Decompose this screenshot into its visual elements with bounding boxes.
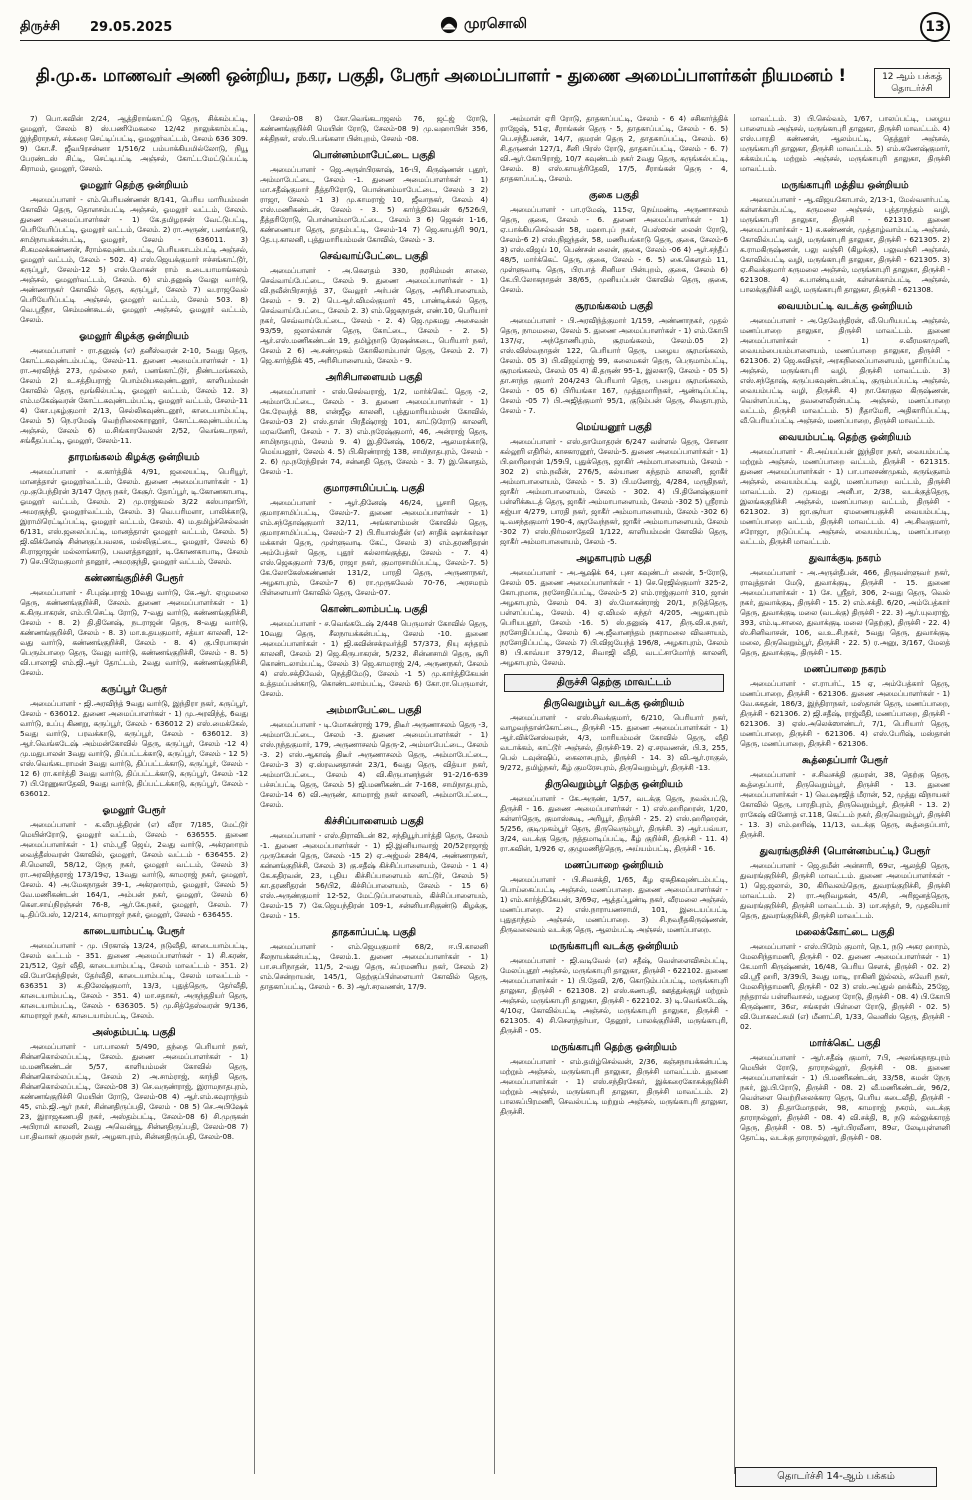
appointment-text: அமைப்பாளர் - அ.தேவேந்திரன், வீ.பெரியபட்டி அஞ்சல், மணப்பாறை தாலுகா, திருச்சி மாவட்டம். துணை அமைப்பாளர்கள் - 1) ச.வீரமகாமுனி, வையம்பையம்பாளையம், மணப்பாறை தாலுகா, திருச்சி - 621306. 2) ஜெ.கவிஞர், அரசுநிலைப்பாளையம், பூசாரிப்பட்டி அஞ்சல், மருங்காபுரி வழி, திருச்சி மாவட்டம். 3) எஸ்.சந்தோஷ், கருப்பகவுண்டன்பட்டி, குரும்பப்பட்டி அஞ்சல், வையம்பட்டி வழி, திருச்சி. 4) நா.கோகுல கிருஷ்ணன், வெள்ளப்பட்டி, தவளைவீரன்பட்டி அஞ்சல், மணப்பாறை வட்டம், திருச்சி மாவட்டம். 5) நீதாமேரி, அதிகாரிப்பட்டி, வீ.பெரியப்பட்டி அஞ்சல், மணப்பாறை, திருச்சி மாவட்டம். [740, 316, 950, 425]
appointment-text: அமைப்பாளர் - எஸ்.பிரேம் குமார், நெ.1, நடு அகர ஹாரம், மேலசிந்தாமணி, திருச்சி - 02. துணை அமைப்பாளர்கள் - 1) கே.மாரி கிருஷ்ணன், 16/48, பெரிய சௌக், திருச்சி - 02. 2) வி.ஸ்ரீ ஹரி, 3/39பி, 3வது மாடி, ராகினி இல்லம், சுவேரி நகர், மேலசிந்தாமணி, திருச்சி - 02 3) எஸ்.அப்துல் ஹக்கீம், 25ஜே, நந்தராவ் பள்ளிவாசல், மதுரை ரோடு, திருச்சி - 08. 4) பி.கோபி கிருஷ்ணா, 36எ, சங்கரன் பிள்ளை ரோடு, திருச்சி - 02. 5) வி.யோகலட்சுமி (எ) மீனாட்சி, 1/33, வெனிஸ் தெரு, திருச்சி - 02. [740, 942, 950, 1031]
column-4 [740, 114, 950, 1474]
section-title: மலைக்கோட்டை பகுதி [795, 927, 895, 938]
section-title: திருவெறும்பூர் தெற்கு ஒன்றியம் [545, 779, 683, 790]
appointment-text: அமைப்பாளர் - ஜெ.தமீன் அன்சாரி, 69எ, ஆலத்தி தெரு, துவரங்குறிச்சி, திருச்சி மாவட்டம். துணை அமைப்பாளர்கள் - 1) ஜெ.ஜலால், 30, கிரிவலம்தெரு, துவரங்குறிச்சி, திருச்சி மாவட்டம். 2) ரா.அறிவழகன், 45/சி, அரிஜனத்தெரு, துவரங்குறிச்சி, திருச்சி மாவட்டம். 3) மா.சுந்தர், 9, முதலியார் தெரு, துவரங்குறிச்சி, திருச்சி மாவட்டம். [740, 861, 950, 920]
appointment-text: அமைப்பாளர் - எம்.தமிழ்செல்வன், 2/36, கஞ்சநாயக்கன்பட்டி மற்றும் அஞ்சல், மருங்காபுரி தாலுகா, திருச்சி மாவட்டம். துணை அமைப்பாளர்கள் - 1) எஸ்.சந்திரசேகர், இக்கரைகோசுக்குறிச்சி மற்றும் அஞ்சல், மருங்காபுரி தாலுகா, திருச்சி மாவட்டம். 2) பாலசுப்பிரமணி, செவல்பட்டி மற்றும் அஞ்சல், மருங்காபுரி தாலுகா, திருச்சி. [500, 1057, 728, 1116]
appointment-text: அமைப்பாளர் - ஜி.அரவிந்த் 9வது வார்டு, இந்திரா நகர், கருப்பூர், சேலம் - 636012. துணை அமைப்பாளர்கள் - 1) மு.அரவிந்த், 6வது வார்டு, உப்பு கிணறு, கருப்பூர், சேலம் - 636012 2) எஸ்.மைக்கேல், 5வது வார்டு, பரவக்காடு, கருப்பூர், சேலம் - 636012. 3) ஆர்.வெங்கடேஷ் அம்மன்கோவில் தெரு, கருப்பூர், சேலம் -12 4) மு.மதுபாலன் 3வது வார்டு, திப்பட்டக்காடு, கருப்பூர், சேலம் - 12 5) எஸ்.வெங்கடராமன் 3வது வார்டு, திப்பட்டக்காடு, கருப்பூர், சேலம் - 12 6) ரா.கார்த்தி 3வது வார்டு, திப்பட்டக்காடு, கருப்பூர், சேலம் -12 7) பி.ரேணுகாதேவி, 9வது வார்டு, திப்பட்டக்காடு, கருப்பூர், சேலம் - 636012. [20, 699, 248, 798]
appointment-text: அமைப்பாளர் - பா.ரமேஷ், 115ஏ, நெய்மண்டி அருணாசலம் தெரு, குகை, சேலம் - 6. துணை அமைப்பாளர்கள் - 1) ஏ.பாக்கியசெல்வன் 58, மஹாபுப் நகர், பெஸ்ஸன் லைன் ரோடு, சேலம்-6 2) எஸ்.நிஜந்தன், 58, மணியங்காடு தெரு, குகை, சேலம்-6 3) எஸ்.விஜய் 10, பெண்சன் லைன், குகை, சேலம் -06 4) ஆர்.சந்தீப் 48/5, மார்க்கெட் தெரு, குகை, சேலம் - 6. 5) கை.கௌதம் 11, முள்ளுவாடி தெரு, பிரபாத் சினிமா பின்புறம், குகை, சேலம் 6) கே.பி.லோகநாதன் 38/65, முனியப்பன் கோவில் தெரு, குகை, சேலம். [500, 205, 728, 294]
section-title: தாதகாப்பட்டி பகுதி [331, 927, 417, 938]
appointment-text: அமைப்பாளர் - எஸ்.செல்வராஜ், 1/2, மார்க்கெட் தெரு -2, அம்மாபேட்டை, சேலம் - 3. துணை அமைப்பாளர்கள் - 1) கே.ரேவந்த் 88, என்ஜீஓ காலனி, புத்துமாரியம்மன் கோவில், சேலம்-03 2) எஸ்.தாள் பிரதீஷ்ராஜ் 101, காட்டுரோடு காலனி, மரவனேரி, சேலம் - 7. 3) எம்.நரேஷ்குமார், 46, அன்ராஜ் தெரு, சாமிநாதபுரம், சேலம் 9. 4) இ.தினேஷ், 106/2, ஆலமரக்காடு, மெய்யனூர், சேலம் 4. 5) பி.கிரண்ராஜ் 138, சாமிநாதபுரம், சேலம் - 2. 6) மு.நரேந்திரன் 74, சன்னதி தெரு, சேலம் - 3. 7) இ.கௌதம், சேலம் -1. [260, 387, 488, 476]
headline-box [20, 62, 950, 108]
section-title: கண்ணங்குறிச்சி பேரூர் [84, 573, 184, 584]
appointment-text: அமைப்பாளர் - சி.அய்யப்பன் இந்திரா நகர், வையம்பட்டி மற்றும் அஞ்சல், மணப்பாறை வட்டம், திருச்சி - 621315. துணை அமைப்பாளர்கள் - 1) பா.பாலசண்முகம், கருங்குளம் அஞ்சல், வையம்பட்டி வழி, மணப்பாறை வட்டம், திருச்சி மாவட்டம். 2) முகமது அனீபா, 2/38, வடக்குத்தெரு, இலங்ககுறிச்சி அஞ்சல், மணப்பாறை வட்டம், திருச்சி - 621302. 3) ஜா.சூர்யா ஏமணையகுச்சி வையம்பட்டி, மணப்பாறை வட்டம், திருச்சி மாவட்டம். 4) அ.சிவகுமார், சரோஜா, நடுப்பட்டி அஞ்சல், வையம்பட்டி, மணப்பாறை வட்டம், திருச்சி மாவட்டம். [740, 447, 950, 546]
appointment-text: அமைப்பாளர் - டி.மோகன்ராஜ் 179, திடீர் அருணாசலம் தெரு -3, அம்மாபேட்டை, சேலம் -3. துணை அமைப்பாளர்கள் - 1) எஸ்.நந்தகுமார், 179, அருணாசலம் தெரு-2, அம்மாபேட்டை, சேலம் -3. 2) எஸ்.ஆகாஷ் திடீர் அருணாசலம் தெரு, அம்மாபேட்டை, சேலம்-3 3) ஏ.ஸ்ரவனதாசன் 23/1, 6வது தெரு, வித்யா நகர், அம்மாபேட்டை, சேலம் 4) வி.கிருபானந்தன் 91-2/16-639 பச்சப்பட்டி தெரு, சேலம் 5) ஜி.மணிகண்டன் 7-168, சாமிநாதபுரம், சேலம்-14 6) வி.அருண், காமராஜ் நகர் காலனி, அம்மாபேட்டை, சேலம். [260, 720, 488, 809]
sunrise-logo-icon [440, 16, 458, 34]
section-title: ஓமலூர் கிழக்கு ஒன்றியம் [79, 331, 189, 342]
masthead [20, 14, 950, 41]
section-title: செவ்வாய்பேட்டை பகுதி [319, 251, 429, 262]
appointment-text: அமைப்பாளர் - ச.சிவசக்தி குமரன், 38, தெற்கு தெரு, கூத்தைப்பார், திருவெறும்பூர், திருச்சி - 13. துணை அமைப்பாளர்கள் - 1) வெ.ஷாஜித் மீரான், 52, முத்து விநாயகர் கோவில் தெரு, பாரதிபுரம், திருவெறும்பூர், திருச்சி - 13. 2) ராகேஷ் வினோத் எ.118, கெட்டம் நகர், திருவெறும்பூர், திருச்சி - 13. 3) எம்.ஹரிஷ், 11/13, வடக்கு தெரு, கூத்தைப்பார், திருச்சி. [740, 770, 950, 839]
section-title: திருவெறும்பூர் வடக்கு ஒன்றியம் [543, 698, 685, 709]
column-divider [254, 114, 255, 1474]
appointment-text: அமைப்பாளர் - ஆர்.தினேஷ் 46/24, பூசாரி தெரு, குமாரசாமிப்பட்டி, சேலம்-7. துணை அமைப்பாளர்கள் - 1) எம்.சந்தோஷ்குமார் 32/11, அங்காளம்மன் கோவில் தெரு, குமாரசாமிப்பட்டி, சேலம்-7 2) பி.ரியாஸ்தீன் (எ) சாதிக் ஷாக்கர்ஷா மக்கான் தெரு, முள்ளுவாடி கேட், சேலம் 3) எம்.தரணிதரன் அம்பேத்கர் தெரு, புதூர் கல்லாங்குத்து, சேலம் - 7. 4) எஸ்.ஜெசுகுமார் 73/6, ராஜா நகர், குமாரசாமிப்பட்டி, சேலம்-7. 5) கே.லோகேஸ்கண்ணன் 131/2, பாரதி தெரு, அருணாநகர், அழகாபுரம், சேலம்-7 6) ரா.முருகவேல் 70-76, அரசமரம் பிள்ளையார் கோவில் தெரு, சேலம்-07. [260, 498, 488, 597]
column-1 [20, 114, 248, 1474]
appointment-text: அமைப்பாளர் - எஸ்.சிவக்குமார், 6/210, பெரியார் நகர், வாழவந்தான்கோட்டை, திருச்சி -15. துணை அமைப்பாளர்கள் - 1) ஆர்.விக்னேஸ்வரன், 4/3, மாரியம்மன் கோவில் தெரு, வீதி வடாக்கம், காட்டூர் அஞ்சல், திருச்சி-19. 2) ஏ.சரவணன், பி.3, 255, பெல் டவுன்ஷிப், கைலாசபுரம், திருச்சி - 14. 3) வி.ஆர்.ராகுல், 9/272, தமிழ்நகர், கீழ் குமரேசபுரம், திருவெறும்பூர், திருச்சி -13. [500, 713, 728, 772]
section-title: அழகாபுரம் பகுதி [576, 553, 652, 564]
section-title: குமாரசாமிப்பட்டி பகுதி [323, 483, 425, 494]
masthead-paper [440, 16, 527, 34]
appointment-text: அமைப்பாளர் - எ.ராபர்ட், 15 ஏ, அம்பேத்கார் தெரு, மணப்பாறை, திருச்சி - 621306. துணை அமைப்பாளர்கள் - 1) வே.சுகதன், 186/3, இந்திராநகர், மஸ்தான் தெரு, மணப்பாறை, திருச்சி - 621306. 2) ஜி.சதீஷ், ராஜ்வீதி, மணப்பாறை, திருச்சி - 621306. 3) ஏஸ்.அலெக்ஸாண்டர், 7/1, பெரியார் தெரு, மணப்பாறை, திருச்சி - 621306. 4) எஸ்.பேரிஷ், மஸ்தான் தெரு, மணப்பாறை, திருச்சி - 621306. [740, 679, 950, 748]
masthead-date: 29.05.2025 [90, 19, 173, 35]
page-number: 13 [920, 12, 950, 42]
section-title: வையம்பட்டி தெற்கு ஒன்றியம் [778, 432, 912, 443]
section-title: மருங்காபுரி வடக்கு ஒன்றியம் [549, 941, 679, 952]
column-2 [260, 114, 488, 1474]
appointment-text: அமைப்பாளர் - எஸ்.தாமோதரன் 6/247 வள்ளல் தெரு, சோனா கல்லூரி எதிரில், காசகாரனூர், சேலம்-5. துணை அமைப்பாளர்கள் - 1) பி.ஹரிஹரன் 1/59பி, புதுக்தெரு, ஜாகிர் அம்மாபாளையம், சேலம் - 302 2) எம்.நவீன், 276/5, கல்யாண சுந்தரம் காலனி, ஜாகீர் அம்மாபாளையம், சேலம் - 5. 3) பி.மனோஜ், 4/284, மருதிநகர், ஜாகீர் அம்மாபாளையம், சேலம் - 302. 4) பி.தினேஷ்குமார் பள்ளிக்கூடத் தெரு, ஜாகீர் அம்மாபாளையம், சேலம் -302 5) ஸ்ரீராம் சுஜ்யா 4/279, பாரதி நகர், ஜாகீர் அம்மாபாளையம், சேலம் -302 6) டி.வசந்தகுமார் 190-4, சூரவேந்நகர், ஜாகீர் அம்மாபாளையம், சேலம் -302 7) எஸ்.நிர்மலாதேவி 1/122, காளியம்மன் கோவில் தெரு, ஜாகீர் அம்மாபாளையம், சேலம் -5. [500, 437, 728, 546]
section-title: மருங்காபுரி தெற்கு ஒன்றியம் [551, 1042, 677, 1053]
appointment-text: சேலம்-08 8) கோ.வெங்கடாஜலம் 76, ஜட்ஜ் ரோடு, கண்ணங்குறிச்சி மெயின் ரோடு, சேலம்-08 9) மு.வஹாபின் 356, சக்திநகர், எஸ்.பி.பங்களா பின்புறம், சேலம் -08. [260, 114, 488, 143]
section-title: குகை பகுதி [588, 190, 639, 201]
section-title: துவாக்குடி நகரம் [808, 553, 882, 564]
column-3 [500, 114, 728, 1474]
section-title: கூத்தைப்பார் பேரூர் [802, 755, 888, 766]
appointment-text: அமைப்பாளர் - அ.ஆஷிக் 64, புசா கவுண்டர் லைன், 5-ரோடு, சேலம் 05. துணை அமைப்பாளர்கள் - 1) செ.ரெஜில்குமார் 325-2, கோபுரமாசு, நரசோதிப்பட்டி, சேலம்-5 2) எம்.ராஜ்குமார் 310, ஜான் அழகாபுரம், சேலம் 04. 3) ஸ்.மோகன்ராஜ் 20/1, நடுத்தெரு, பள்ளப்பட்டி, சேலம். 4) ஏ.விமல் சுந்தர் 4/205, அழகாபுரம் பெரியபுதூர், சேலம் -16. 5) ஸ்.தனுஷ் 417, திரு.வி.க.நகர், நரசோதிப்பட்டி, சேலம் 6) அ.ஜீவானந்தம் நகராமலை விவசாயம், நரசோதிப்பட்டி, சேலம் 7) பி.விஜயேந்த் 196/8, அழகாபுரம், சேலம் 8) பி.காவ்யா 379/12, சிவாஜி வீதி, வடட்சாமோர்ந் காலனி, அழகாபுரம், சேலம். [500, 568, 728, 667]
appointment-text: அமைப்பாளர் - ச.வெங்கடேஷ் 2/448 பெருமாள் கோவில் தெரு, 10வது தெரு, சீலநாயக்கன்பட்டி, சேலம் -10. துணை அமைப்பாளர்கள் - 1) ஜி.கவின்சக்ரவர்த்தி 57/373, நியு சுந்தரம் காலனி, சேலம் 2) ஜெ.கிருபாகரன், 5/232, சின்னசாமி தெரு, சூரி கொண்டலாம்பட்டி, சேலம் 3) ஜெ.காமராஜ் 2/4, அருணநகர், சேலம் 4) எஸ்.சக்திவேல், நெத்திமேடு, சேலம் -1 5) மு.கார்த்திகேயன் உத்தமப்பன்காடு, கொண்டலாம்பட்டி, சேலம் 6) கோ.ரா.பெருமாள், சேலம். [260, 619, 488, 698]
masthead-city: திருச்சி [20, 19, 61, 34]
headline: தி.மு.க. மாணவர் அணி ஒன்றிய, நகர, பகுதி, பேரூர் அமைப்பாளர் - துணை அமைப்பாளர்கள் நியமனம் ! [36, 66, 846, 86]
section-title: ஓமலூர் தெற்கு ஒன்றியம் [79, 180, 189, 191]
section-title: தாரமங்கலம் கிழக்கு ஒன்றியம் [68, 452, 200, 463]
appointment-text: அமைப்பாளர் - க.கார்த்திக் 4/91, ஜலையட்டி, பெரியூர், மானத்தாள் ஓமலூர்வட்டம், சேலம். துணை அமைப்பாளர்கள் - 1) மு.குபேந்திரன் 3/147 நேரு நகர், கேசூர். தோப்பூர், டி.கோணகாபாடி, ஓமலூர் வட்டம், சேலம். 2) மு.ராஜ்கமல் 3/22 கஸ்பாஹூர், அமரகுந்தி, ஓமலூர்வட்டம், சேலம். 3) வெ.பரிமளா, பாலிக்காடு, இராமிரெட்டிப்பட்டி, ஓமலூர் வட்டம், சேலம். 4) ம.தமிழ்ச்செல்வன் 6/131, எஸ்.ஜலைப்பட்டி, மானத்தாள் ஓமலூர் வட்டம், சேலம். 5) ஜி.விக்னேஷ் சின்னகுப்பவலசு, மல்லிகுட்டை, ஓமலூர், சேலம் 6) சி.ராஜாஜன் மல்லாங்காடு, பவளத்தானூர், டி.கோணகாபாடி, சேலம் 7) செ.பிரேமகுமார் தானூர், அமரகுந்தி, ஓமலூர் வட்டம், சேலம். [20, 467, 248, 566]
section-title: மணப்பாறை ஒன்றியம் [564, 860, 664, 871]
continued-from-line1: 12 ஆம் பக்கத் [882, 72, 942, 82]
column-divider [734, 114, 735, 1474]
appointment-text: அமைப்பாளர் - அ.அருள்தீபன், 466, திருவள்ளுவர் நகர், ராவுத்தான் மேடு, துவாக்குடி, திருச்சி - 15. துணை அமைப்பாளர்கள் - 1) சே. ஸ்ரீதர், 306, 2-வது தெரு, வெல் நகர், துவாக்குடி, திருச்சி - 15. 2) எம்.சக்தி. 6/20, அம்பேத்கார் தெரு, துவாக்குடி மலை (வடக்கு) திருச்சி - 22. 3) ஆர்.யுவராஜ், 393, எம்.டி.சாலை, துவாக்குடி மலை (தெற்கு), திருச்சி - 22. 4) ஸ்.சினிவாசன், 106, வ.உ.சி.நகர், 5வது தெரு, துவாக்குடி மலை, திருவெறும்பூர், திருச்சி - 22. 5) ர.அனு, 3/167, மேலத் தெரு, துவாக்குடி, திருச்சி - 15. [740, 568, 950, 657]
section-title: பொன்னம்மாபேட்டை பகுதி [312, 150, 436, 161]
section-title: அம்மாபேட்டை பகுதி [326, 705, 422, 716]
appointment-text: அமைப்பாளர் - எம்.ஜெயகுமார் 68/2, ஈ.பி.காலனி சீலநாயக்கன்பட்டி, சேலம்.1. துணை அமைப்பாளர்கள் - 1) பா.சபரிநாதன், 11/5, 2-வது தெரு, சுப்ரமணிய நகர், சேலம் 2) எம்.சென்றாயன், 145/1, தெற்குப்பிள்ளையார் கோவில் தெரு, தாதகாப்பட்டி, சேலம் - 6. 3) ஆர்.சரவணன், 17/9. [260, 942, 488, 991]
district-section-header: திருச்சி தெற்கு மாவட்டம் [504, 674, 724, 692]
appointment-text: அமைப்பாளர் - எம்.பெரியண்ணன் 8/141, பெரிய மாரியம்மன் கோவில் தெரு, தொளசம்பட்டி அஞ்சல், ஓமலூர் வட்டம், சேலம். துணை அமைப்பாளர்கள் - 1) கே.தமிழரசன் வேட்டுபட்டி, பெரியேரிப்பட்டி, ஓமலூர் வட்டம், சேலம். 2) ரா.அருண், பனங்காடு, சாமிநாயக்கன்பட்டி, ஓமலூர், சேலம் - 636011. 3) சி.கமலக்கண்ணன், சீராம்கவுண்டம்பட்டி, பெரியகாடம்பட்டி அஞ்சல், ஓமலூர் வட்டம், சேலம் - 502. 4) எஸ்.ஜெயக்குமார் ஈச்சங்காட்டூர், கருப்பூர், சேலம்-12 5) எஸ்.மோகன் ராம் உடையாமாங்கலம் அஞ்சல், ஓமலூர்வட்டம், சேலம். 6) எம்.தனுஷ் வேலு வார்டு, அண்ணாநகர் கோவில் தெரு, கருப்பூர், சேலம் 7) வ.ராஜவேல் பெரியேரிப்பட்டி அஞ்சல், ஓமலூர் வட்டம், சேலம் 503. 8) வெ.ஸ்ரீநா, செம்மண்கூடல், ஓமலூர் அஞ்சல், ஓமலூர் வட்டம், சேலம். [20, 195, 248, 324]
appointment-text: அமைப்பாளர் - மு. பிரகாஷ் 13/24, நடுவீதி, காடையாம்பட்டி, சேலம் வட்டம் - 351. துணை அமைப்பாளர்கள் - 1) சி.கரண், 21/512, தேர் வீதி, காடையாம்பட்டி, சேலம் மாவட்டம் - 351. 2) வி.யோகேந்திரன், தேர்வீதி, காடையாம்பட்டி, சேலம் மாவட்டம் - 636351 3) சு.திலேஷ்குமார், 13/3, புதுத்தெரு, தேர்வீதி, காடையாம்பட்டி, சேலம் - 351. 4) மா.சதாகர், அருந்ததியர் தெரு, காடையாம்பட்டி, சேலம் - 636305. 5) மு.சித்தேஸ்வரன் 9/136, காமராஜர் நகர், காடையாம்பட்டி, சேலம். [20, 941, 248, 1020]
appointment-text: அமைப்பாளர் - பி.சிவசக்தி, 1/65, கீழ ஏகதிகவுண்டம்பட்டி, பொய்கைப்பட்டி அஞ்சல், மணப்பாறை. துணை அமைப்பாளர்கள் - 1) எம்.கார்த்திகேயன், 3/69ஏ, ஆத்தப்பூண்டி நகர், வீரமலை அஞ்சல், மணப்பாறை. 2) எஸ்.நாராயணசாமி, 101, இடையப்பட்டி புதுதாந்தம் அஞ்சல், மணப்பாறை. 3) சி.நவநீதகிருஷ்ணன், திருவலைவம் வடக்கு தெரு, ஆலம்பட்டி அஞ்சல், மணப்பாறை. [500, 875, 728, 934]
section-title: அஸ்தம்பட்டி பகுதி [92, 1027, 176, 1038]
section-title: காடையாம்பட்டி பேரூர் [83, 926, 185, 937]
section-title: மார்க்கெட் பகுதி [809, 1038, 881, 1049]
section-title: ஓமலூர் பேரூர் [102, 805, 166, 816]
appointment-text: அமைப்பாளர் - எஸ்.திராவிடன் 82, சந்தியூர்பார்த்தி தெரு, சேலம் -1. துணை அமைப்பாளர்கள் - 1) ஜி.இனியாவாஜ் 20/52ராஜாஜ் முருகேசன் தெரு, சேலம் -15 2) ஏ.அஜ்மல் 284/4, அண்ணாநகர், கன்னங்குறிச்சி, சேலம் 3) கு.சதீஷ் கிச்சிப்பாளையம், சேலம் - 1 4) கே.கதிரவன், 23, புதிய கிச்சிப்பாளையம் காட்டூர், சேலம் 5) கா.தரணிதரன் 56/பி2, கிச்சிப்பாளையம், சேலம் - 15 6) எஸ்.அருண்குமார் 12-52, மேட்டுப்பாளையம், கிச்சிப்பாளையம், சேலம்-15 7) கே.ஜெயந்திரன் 109-1, சன்னியாசிகுண்டு கிழக்கு, சேலம் - 15. [260, 831, 488, 920]
appointment-text: அமைப்பாளர் - ரா.தனுஷ் (எ) தனீஸ்வரன் 2-10, 5வது தெரு, கோட்டகவுண்டம்பட்டி, சேலம்-11. துணை அமைப்பாளர்கள் - 1) ரா.அரவிந்த் 273, முல்லை நகர், பனங்காட்டூர், திண்டமங்கலம், சேலம் 2) உ.சத்தியராஜ் பொம்மியகவுண்டனூர், காளியம்மன் கோவில் தெரு, மூங்கில்பட்டி, ஓமலூர் வட்டம், சேலம் 12. 3) எம்.மகேஷ்வரன் கோட்டகவுண்டம்பட்டி, ஓமலூர் வட்டம், சேலம்-11 4) கோ.புகழ்குமார் 2/13, செல்லிகவுண்டனூர், காடையாம்பட்டி, சேலம் 5) நெ.ரமேஷ் வெற்றிலைகாரனூர், கோட்டகவுண்டம்பட்டி அஞ்சல், சேலம் 6) ம.சிங்காரவேலன் 2/52, வெங்கடாநகர், சங்கீதப்பட்டி, ஓமலூர், சேலம்-11. [20, 346, 248, 445]
appointment-text: அமைப்பாளர் - பி.அரவிந்த்குமார் 1/159, அண்ணாநகர், முதல் தெரு, நாமமலை, சேலம் 5. துணை அமைப்பாளர்கள் - 1) எம்.கோபி 137/ஏ, அந்தோணிபுரம், சூரமங்கலம், சேலம்.05 2) எஸ்.விஸ்வநாதன் 122, பெரியார் தெரு, பழைய சூரமங்கலம், சேலம். 05 3) பி.விஜய்ராஜ் 99, கலைமகள் தெரு, பெருமாம்பட்டி, சூரமங்கலம், சேலம் 05 4) கி.தருண் 95-1, இலகாடு, சேலம் - 05 5) தா.சாந்த குமார் 204/243 பெரியார் தெரு, பழைய சூரமங்கலம், சேலம் - 05 6) பிரியங்கா 167, முத்துமாரிநகர், ஆண்டிப்பட்டி, சேலம் -05 7) பி.அஜித்குமார் 95/1, குடும்பன் தெரு, சிவதாபுரம், சேலம் - 7. [500, 316, 728, 415]
section-title: அரிசிபாளையம் பகுதி [325, 372, 423, 383]
appointment-text: அமைப்பாளர் - ஜெ.அருள்பிரகாஷ், 16-பி, கிருஷ்ணன் புதூர், அம்மாபேட்டை, சேலம் -1. துணை அமைப்பாளர்கள் - 1) மா.சதீஷ்குமார் தீத்தரிரோடு, பொன்னம்மாபேட்டை, சேலம் 3 2) ராஜா, சேலம் -1 3) மு.காமராஜ் 10, ஜீவாநகர், சேலம் 4) எஸ்.மணிகண்டன், சேலம் - 3. 5) கார்த்திகேயன் 6/526பி, தீத்தரிரோடு, பொன்னம்மாபேட்டை, சேலம் 3 6) ஜெகன் 1-16, கண்ணையா தெரு, தாதம்பட்டி, சேலம்-14 7) ஜெ.காயத்ரி 90/1, தே.பு.காலனி, புத்துமாரியம்மன் கோவில், சேலம் - 3. [260, 165, 488, 244]
section-title: சூரமங்கலம் பகுதி [574, 301, 654, 312]
masthead-paper-name: முரசொலி [464, 16, 527, 32]
appointment-text: அமைப்பாளர் - அ.கௌதம் 330, நரசிம்மன் சாலை, செவ்வாய்பேட்டை, சேலம் 9. துணை அமைப்பாளர்கள் - 1) வி.நவீன்பிரசாந்த் 37, வேலூர் அர்பன் தெரு, அரிசிபாளையம், சேலம் - 9. 2) பெ.ஆர்.விமல்குமார் 45, பாண்டிக்கல் தெரு, செவ்வாய்பேட்டை, சேலம் 2. 3) எம்.ஜெகநாதன், எண்.10, பெரியார் நகர், செவ்வாய்பேட்டை, சேலம் - 2. 4) ஜெ.முகமது அசைவன் 93/59, ஜலால்கான் தெரு, கோட்டை, சேலம் - 2. 5) ஆர்.எஸ்.மணிகண்டன் 19, தமிழ்நாடு ரேஷன்கடை, பெரியார் நகர், சேலம் 2 6) அ.சண்முகம் கோகிலாம்பாள் தெரு, சேலம் 2. 7) ஜெ.கார்த்திக் 45, அரிசிபாளையம், சேலம் - 9. [260, 266, 488, 365]
appointment-text: அமைப்பாளர் - ஆ.விஜயகோபால், 2/13-1, மேல்வளர்பட்டி கள்ளக்காம்பட்டி, கருமலை அஞ்சல், புத்தாநத்தம் வழி, மருங்காபுரி தாலுகா, திருச்சி - 621310. துணை அமைப்பாளர்கள் - 1) சு.கண்ணன், முத்தாழ்வாம்பட்டி அஞ்சல், கோவில்பட்டி வழி, மருங்காபுரி தாலுகா, திருச்சி - 621305. 2) க.ராமகிருஷ்ணன், பலு வஞ்சி (கிழக்கு), பலுவஞ்சி அஞ்சல், கோவில்பட்டி வழி, மருங்காபுரி தாலுகா, திருச்சி - 621305. 3) ஏ.சிவக்குமார் கருமலை அஞ்சல், மருங்காபுரி தாலுகா, திருச்சி - 621308. 4) சு.பாண்டியன், கள்ளக்காம்பட்டி அஞ்சல், பாலக்குறிச்சி வழி, மருங்காபுரி தாலுகா, திருச்சி - 621308. [740, 195, 950, 294]
section-title: வையம்பட்டி வடக்கு ஒன்றியம் [777, 301, 913, 312]
section-title: மருங்காபுரி மத்திய ஒன்றியம் [781, 180, 909, 191]
appointment-text: அமைப்பாளர் - க.வீரபத்திரன் (எ) வீரா 7/185, மேட்டூர் மெயின்ரோடு, ஓமலூர் வட்டம், சேலம் - 636555. துணை அமைப்பாளர்கள் - 1) எம்.ஸ்ரீ ஜெய், 2வது வார்டு, அக்ரஹாரம் வைத்தீஸ்வரன் கோவில், ஓமலூர், சேலம் வட்டம் - 636455. 2) சி.மெளலி, 58/12, நேரு நகர், ஓமலூர் வட்டம், சேலம் 3) ரா.அரவிந்தராஜ் 173/19ஏ, 13வது வார்டு, காமராஜ் நகர், ஓமலூர், சேலம். 4) அ.மேகநாதன் 39-1, அக்ரஹாரம், ஓமலூர், சேலம் 5) வே.மணிகண்டன் 164/1, அம்பன் நகர், ஓமலூர், சேலம் 6) கௌ.சாய்நிரஞ்சன் 76-8, ஆர்.கே.நகர், ஓமலூர், சேலம். 7) டி.திப்பேஸ், 12/214, காமராஜர் நகர், ஓமலூர், சேலம் - 636455. [20, 820, 248, 919]
appointment-text: அமைப்பாளர் - கே.அருண், 1/57, வடக்கு தெரு, நவல்பட்டு, திருச்சி - 16. துணை அமைப்பாளர்கள் - 1) எஸ்.ஹரிஹரன், 1/20, கள்ளர்தெரு, குமாஸ்கூடி, அரியூர், திருச்சி - 25. 2) எஸ்.ஹரிஹரன், 5/256, குடிமுகம்பூர் தெரு, திருவெரும்பூர், திருச்சி. 3) ஆர்.பவ்யா, 3/24, வடக்கு தெரு, நத்தமாடிப்பட்டி, கீழ் குறிச்சி, திருச்சி - 11. 4) ரா.கவின், 1/926 ஏ, குழுமணித்தெரு, அய்யம்பட்டி, திருச்சி - 16. [500, 794, 728, 853]
section-title: கருப்பூர் பேரூர் [101, 684, 167, 695]
appointment-text: மாவட்டம். 3) பி.செல்வம், 1/67, பாலப்பட்டி, பழைய பாளையம் அஞ்சல், மருங்காபுரி தாலுகா, திருச்சி மாவட்டம். 4) எஸ்.பாரதி கண்ணன், ஆலம்பட்டி, தெத்தூர் அஞ்சல், மருங்காபுரி தாலுகா, திருச்சி மாவட்டம். 5) எம்.கணேஷ்குமார், சுக்கம்பட்டி மற்றும் அஞ்சல், மருங்காபுரி தாலுகா, திருச்சி மாவட்டம். [740, 114, 950, 173]
appointment-text: அமைப்பாளர் - ஜி.வடிவேல் (எ) சதீஷ், வெள்ளைவிசம்பட்டி, மேலப்புதூர் அஞ்சல், மருங்காபுரி தாலுகா, திருச்சி - 622102. துணை அமைப்பாளர்கள் - 1) பி.தேவி, 2/6, கொடும்பப்பட்டி, மருங்காபுரி தாலுகா, திருச்சி - 621308. 2) எஸ்.கணபதி, ஊத்துக்குழி மற்றும் அஞ்சல், மருங்காபுரி தாலுகா, திருச்சி - 622102. 3) டி.வெங்கடேஷ், 4/10ஏ, கோவில்பட்டி அஞ்சல், மருங்காபுரி தாலுகா, திருச்சி - 621305. 4) சி.சௌந்தர்யா, தேனூர், பாலக்குறிச்சி, மருங்காபுரி, திருச்சி - 05. [500, 956, 728, 1035]
appointment-text: அமைப்பாளர் - ஆர்.சதீஷ் குமார், 7பி, அலங்கநாதபுரம் மெயின் ரோடு, தாராநல்லூர், திருச்சி - 08. துணை அமைப்பாளர்கள் - 1) பி.மணிகண்டன், 33/58, சுமன் நேரு நகர், இ.பி.ரோடு, திருச்சி - 08. 2) வீ.மணிகண்டன், 96/2, வெள்ளை வெற்றிலைக்கார தெரு, பெரிய கடைவீதி, திருச்சி - 08. 3) தி.தாமோதரன், 98, காமராஜ் நகரம், வடக்கு தாராநல்லூர், திருச்சி - 08. 4) வி.சக்தி, 8, நடு கல்லுக்காரத் தெரு, திருச்சி - 08. 5) ஆர்.பிரவீனா, 89எ, லேடியுள்ளனி தோட்டி, வடக்கு தாராநல்லூர், திருச்சி - 08. [740, 1053, 950, 1142]
section-title: துவரங்குறிச்சி (பொன்னம்பட்டி) பேரூர் [759, 846, 931, 857]
continued-from-tag [874, 68, 950, 98]
section-title: கிச்சிப்பாளையம் பகுதி [324, 816, 424, 827]
section-title: மணப்பாறை நகரம் [803, 664, 887, 675]
column-divider [494, 114, 495, 1474]
continued-to-tag: தொடர்ச்சி 14-ஆம் பக்கம் [735, 1467, 937, 1487]
continued-from-line2: தொடர்ச்சி [891, 84, 933, 94]
article-columns [20, 114, 950, 1474]
appointment-text: அமைப்பாளர் - பா.பாலகர் 5/490, தந்தை பெரியார் நகர், சின்னகொல்லப்பட்டி, சேலம். துணை அமைப்பாளர்கள் - 1) ம.மணிகண்டன் 5/57, காளியம்மன் கோவில் தெரு, சின்னகொல்லப்பட்டி, சேலம் 2) அ.சாம்ராஜ், காந்தி தெரு, சின்னகொல்லப்பட்டி, சேலம்-08 3) செ.வருண்ராஜ், இராமநாதபுரம், கண்ணங்குறிச்சி மெயின் ரோடு, சேலம்-08 4) ஆர்.எம்.கவுராந்தம் 45, எம்.ஜி.ஆர் நகர், சின்னதிருப்பதி, சேலம் - 08 5) செ.அபிஷேக் 23, இராஜகணபதி நகர், அஸ்தம்பட்டி, சேலம்-08 6) சி.முருகன் அபிராமி காலனி, 2வது அவென்யூ, சின்னதிருப்பதி, சேலம்-08 7) பா.திவாகர் குமரன் நகர், அழகாபுரம், சின்னதிருப்பதி, சேலம்-08. [20, 1042, 248, 1141]
appointment-text: அமைப்பாளர் - சி.புஷ்பராஜ் 10வது வார்டு, கே.ஆர். ஏழுமலை தெரு, கண்ணங்குறிச்சி, சேலம். துணை அமைப்பாளர்கள் - 1) க.கிருபாகரன், எம்.பி.செட்டி ரோடு, 7-வது வார்டு, கண்ணங்குறிச்சி, சேலம் - 8. 2) தி.தினேஷ், நடராஜன் தெரு, 8-வது வார்டு, கண்ணங்குறிச்சி, சேலம் - 8. 3) மா.உதயகுமார், சத்யா காலனி, 12-வது வார்டு, கண்ணங்குறிச்சி, சேலம் - 8. 4) கு.பிரபாகரன் பெரும்பாறை தெரு, வேலு வார்டு, கண்ணங்குறிச்சி, சேலம் - 8. 5) வி.பாலாஜி எம்.ஜி.ஆர் தோட்டம், 2வது வார்டு, கண்ணங்குறிச்சி, சேலம். [20, 588, 248, 677]
appointment-text: 7) பொ.கவின் 2/24, ஆத்திராங்காட்டு தெரு, சிக்கம்பட்டி, ஓமலூர், சேலம் 8) ஸ்.பணிமேகலை 12/42 நாலுக்காம்பட்டி, இந்திராநகர், சக்கரை செட்டிப்பட்டி, ஓமலூர்வட்டம், சேலம் 636 309. 9) கோ.சீ. ஜீவபிரசன்னா 1/516/2 பம்பாக்கியமில்லோடு, நியூ பேரண்டஸ் சிட்டி, செட்டிபட்டி அஞ்சல், கோட்டமேட்டுப்பட்டி கிராமம், ஓமலூர், சேலம். [20, 114, 248, 173]
appointment-text: அம்மாள் ஏரி ரோடு, தாதகாப்பட்டி, சேலம் - 6 4) சசிகார்த்திக் ராஜேஷ், 51ஏ, சீராங்கன் தெரு - 5, தாதகாப்பட்டி, சேலம் - 6. 5) பெ.சந்தீபனன், 14/7, குமரன் தெரு 2, தாதகாப்பட்டி, சேலம். 6) சி.தருணன் 127/1, சீனி பிரஸ் ரோடு, தாதகாப்பட்டி, சேலம் - 6. 7) வி.ஆர்.கோபிராஜ், 10/7 கவுண்டம் நகர் 2வது தெரு, கருங்கல்பட்டி, சேலம். 8) எஸ்.காயத்ரிதேவி, 17/5, சீராங்கன் தெரு - 4, தாதகாப்பட்டி, சேலம். [500, 114, 728, 183]
section-title: மெய்யனூர் பகுதி [576, 422, 652, 433]
section-title: கொண்டலாம்பட்டி பகுதி [320, 604, 428, 615]
